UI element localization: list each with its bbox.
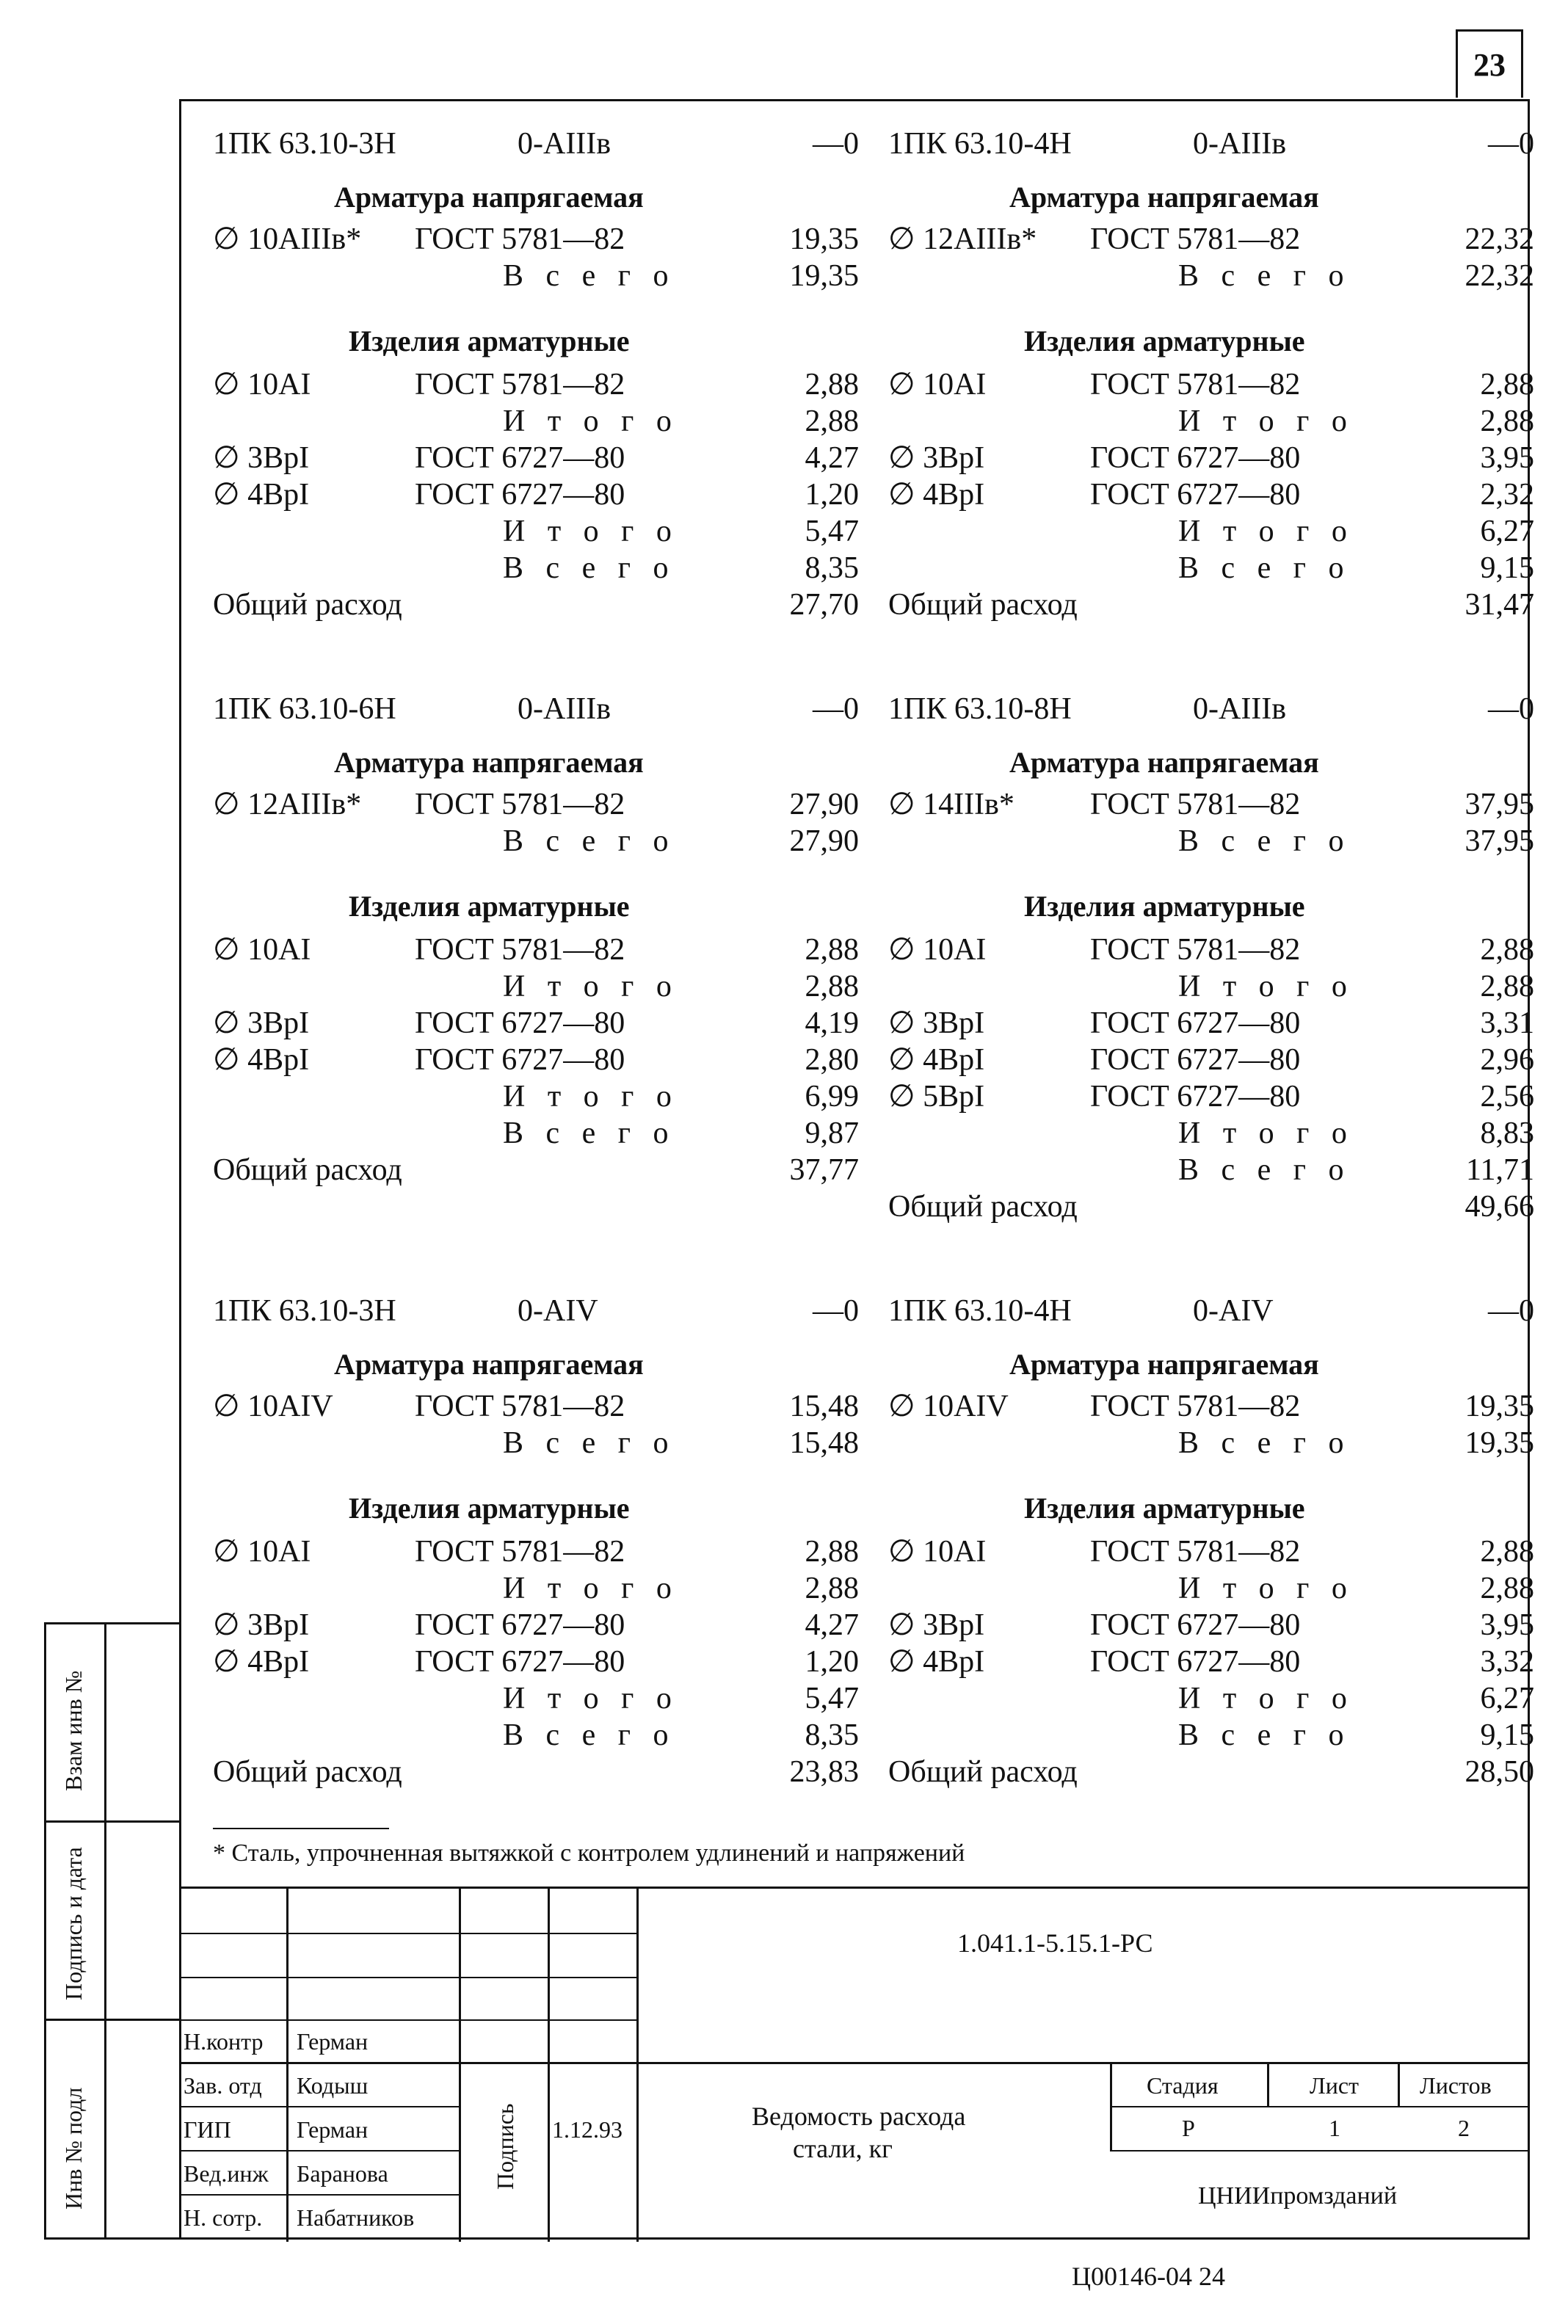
bar-diameter: ∅ 4ВрI	[888, 1043, 985, 1077]
block-dash: —0	[1488, 1294, 1534, 1328]
total-label: Общий расход	[213, 1153, 402, 1187]
subtotal-label: В с е г о	[503, 1426, 676, 1460]
gost-standard: ГОСТ 6727—80	[415, 441, 625, 475]
gost-standard: ГОСТ 5781—82	[415, 788, 625, 821]
sheets-value: 2	[1458, 2115, 1470, 2141]
organization: ЦНИИпромзданий	[1198, 2182, 1398, 2209]
mass-value: 8,35	[805, 1718, 859, 1752]
block-title: 1ПК 63.10-8Н	[888, 692, 1072, 726]
gost-standard: ГОСТ 5781—82	[415, 222, 625, 256]
subtotal-label: И т о г о	[503, 515, 679, 548]
mass-value: 19,35	[789, 259, 859, 293]
gost-standard: ГОСТ 5781—82	[1090, 1535, 1301, 1569]
mass-value: 2,88	[1480, 933, 1534, 967]
mass-value: 6,27	[1480, 1682, 1534, 1715]
subtotal-label: И т о г о	[1178, 1572, 1354, 1605]
gost-standard: ГОСТ 5781—82	[415, 1390, 625, 1423]
mass-value: 19,35	[789, 222, 859, 256]
mass-value: 22,32	[1464, 259, 1534, 293]
gost-standard: ГОСТ 5781—82	[1090, 788, 1301, 821]
mass-value: 37,95	[1464, 824, 1534, 858]
bar-diameter: ∅ 10АI	[213, 368, 311, 402]
bar-diameter: ∅ 3ВрI	[213, 1608, 310, 1642]
mass-value: 3,32	[1480, 1645, 1534, 1679]
subtotal-label: В с е г о	[503, 259, 676, 293]
doc-title-line2: стали, кг	[793, 2134, 893, 2163]
bar-diameter: ∅ 10АIV	[888, 1390, 1009, 1423]
bar-diameter: ∅ 10АI	[213, 1535, 311, 1569]
gost-standard: ГОСТ 6727—80	[1090, 441, 1301, 475]
subtotal-label: И т о г о	[1178, 404, 1354, 438]
doc-title-line1: Ведомость расхода	[752, 2102, 966, 2131]
mass-value: 4,27	[805, 1608, 859, 1642]
mass-value: 2,88	[1480, 970, 1534, 1003]
tension-header: Арматура напрягаемая	[1009, 181, 1319, 214]
bar-diameter: ∅ 4ВрI	[888, 1645, 985, 1679]
tension-header: Арматура напрягаемая	[1009, 1348, 1319, 1381]
mass-value: 2,88	[805, 933, 859, 967]
side-label-replaced-inv: Взам инв №	[60, 1670, 87, 1791]
name-dept-head: Кодыш	[297, 2072, 369, 2099]
block-dash: —0	[813, 1294, 859, 1328]
bottom-code: Ц00146-04 24	[1072, 2262, 1225, 2291]
gost-standard: ГОСТ 6727—80	[1090, 1080, 1301, 1114]
name-staff: Набатников	[297, 2204, 415, 2231]
subtotal-label: В с е г о	[503, 1718, 676, 1752]
mass-value: 27,90	[789, 824, 859, 858]
subtotal-label: В с е г о	[1178, 1426, 1351, 1460]
mass-value: 11,71	[1466, 1153, 1534, 1187]
subtotal-label: В с е г о	[503, 551, 676, 585]
subtotal-label: В с е г о	[1178, 259, 1351, 293]
spec-block	[213, 128, 859, 686]
side-label-sign-date: Подпись и дата	[60, 1847, 87, 2000]
mass-value: 19,35	[1464, 1426, 1534, 1460]
mass-value: 9,87	[805, 1116, 859, 1150]
mass-value: 19,35	[1464, 1390, 1534, 1423]
signature-label: Подпись	[492, 2103, 518, 2190]
gost-standard: ГОСТ 5781—82	[1090, 368, 1301, 402]
steel-class: 0-AIIIв	[1193, 692, 1287, 726]
name-lead-engineer: Баранова	[297, 2160, 388, 2187]
mass-value: 6,27	[1480, 515, 1534, 548]
block-dash: —0	[813, 692, 859, 726]
steel-class: 0-AIIIв	[518, 127, 611, 161]
block-dash: —0	[813, 127, 859, 161]
role-chief-engineer: ГИП	[184, 2116, 231, 2143]
products-header: Изделия арматурные	[349, 324, 630, 357]
mass-value: 1,20	[805, 1645, 859, 1679]
side-strip	[44, 1622, 179, 2240]
bar-diameter: ∅ 3ВрI	[888, 1608, 985, 1642]
stage-value: Р	[1182, 2115, 1195, 2141]
bar-diameter: ∅ 10АI	[888, 368, 987, 402]
mass-value: 2,96	[1480, 1043, 1534, 1077]
subtotal-label: И т о г о	[503, 1682, 679, 1715]
title-block	[179, 1887, 1530, 2240]
total-label: Общий расход	[213, 588, 402, 622]
bar-diameter: ∅ 3ВрI	[213, 1006, 310, 1040]
doc-code: 1.041.1-5.15.1-РС	[957, 1928, 1153, 1958]
mass-value: 8,83	[1480, 1116, 1534, 1150]
subtotal-label: И т о г о	[503, 1572, 679, 1605]
total-label: Общий расход	[213, 1755, 402, 1789]
products-header: Изделия арматурные	[349, 1492, 630, 1525]
steel-class: 0-AIIIв	[1193, 127, 1287, 161]
products-header: Изделия арматурные	[1024, 1492, 1305, 1525]
stage-label: Стадия	[1147, 2072, 1219, 2099]
subtotal-label: И т о г о	[503, 1080, 679, 1114]
mass-value: 5,47	[805, 1682, 859, 1715]
tension-header: Арматура напрягаемая	[334, 181, 644, 214]
gost-standard: ГОСТ 6727—80	[1090, 1645, 1301, 1679]
total-label: Общий расход	[888, 1755, 1078, 1789]
gost-standard: ГОСТ 6727—80	[1090, 1043, 1301, 1077]
block-title: 1ПК 63.10-4Н	[888, 127, 1072, 161]
bar-diameter: ∅ 10АIV	[213, 1390, 333, 1423]
mass-value: 2,88	[1480, 404, 1534, 438]
gost-standard: ГОСТ 6727—80	[1090, 478, 1301, 512]
bar-diameter: ∅ 10АIIIв*	[213, 222, 362, 256]
mass-value: 2,88	[1480, 1572, 1534, 1605]
mass-value: 2,88	[1480, 1535, 1534, 1569]
gost-standard: ГОСТ 6727—80	[1090, 1608, 1301, 1642]
mass-value: 2,88	[805, 368, 859, 402]
total-value: 23,83	[789, 1755, 859, 1789]
mass-value: 2,80	[805, 1043, 859, 1077]
gost-standard: ГОСТ 6727—80	[415, 1608, 625, 1642]
role-norm-control: Н.контр	[184, 2028, 264, 2055]
gost-standard: ГОСТ 5781—82	[415, 368, 625, 402]
spec-block	[888, 694, 1534, 1252]
mass-value: 2,32	[1480, 478, 1534, 512]
page-number: 23	[1456, 29, 1523, 98]
total-value: 27,70	[789, 588, 859, 622]
mass-value: 2,56	[1480, 1080, 1534, 1114]
mass-value: 2,88	[1480, 368, 1534, 402]
total-value: 37,77	[789, 1153, 859, 1187]
block-dash: —0	[1488, 692, 1534, 726]
bar-diameter: ∅ 10АI	[888, 1535, 987, 1569]
name-chief-engineer: Герман	[297, 2116, 369, 2143]
gost-standard: ГОСТ 6727—80	[1090, 1006, 1301, 1040]
bar-diameter: ∅ 3ВрI	[213, 441, 310, 475]
mass-value: 2,88	[805, 1572, 859, 1605]
total-label: Общий расход	[888, 1190, 1078, 1224]
subtotal-label: В с е г о	[1178, 1153, 1351, 1187]
mass-value: 2,88	[805, 970, 859, 1003]
mass-value: 15,48	[789, 1426, 859, 1460]
side-label-inv-original: Инв № подл	[60, 2087, 87, 2209]
tension-header: Арматура напрягаемая	[334, 1348, 644, 1381]
total-label: Общий расход	[888, 588, 1078, 622]
footnote-divider	[213, 1828, 389, 1829]
gost-standard: ГОСТ 5781—82	[1090, 1390, 1301, 1423]
bar-diameter: ∅ 3ВрI	[888, 441, 985, 475]
mass-value: 2,88	[805, 404, 859, 438]
mass-value: 27,90	[789, 788, 859, 821]
subtotal-label: В с е г о	[1178, 824, 1351, 858]
gost-standard: ГОСТ 6727—80	[415, 478, 625, 512]
footnote: * Сталь, упрочненная вытяжкой с контролем удлинений и напряжений	[213, 1840, 965, 1867]
sheets-label: Листов	[1420, 2072, 1492, 2099]
subtotal-label: В с е г о	[1178, 551, 1351, 585]
subtotal-label: В с е г о	[503, 1116, 676, 1150]
role-lead-engineer: Вед.инж	[184, 2160, 269, 2187]
steel-class: 0-AIV	[1193, 1294, 1274, 1328]
bar-diameter: ∅ 4ВрI	[213, 1043, 310, 1077]
sheet-label: Лист	[1310, 2072, 1360, 2099]
mass-value: 37,95	[1464, 788, 1534, 821]
subtotal-label: И т о г о	[1178, 1116, 1354, 1150]
name-norm-control: Герман	[297, 2028, 369, 2055]
block-title: 1ПК 63.10-4Н	[888, 1294, 1072, 1328]
spec-block	[888, 128, 1534, 686]
gost-standard: ГОСТ 5781—82	[1090, 222, 1301, 256]
sheet-value: 1	[1329, 2115, 1340, 2141]
mass-value: 4,27	[805, 441, 859, 475]
bar-diameter: ∅ 5ВрI	[888, 1080, 985, 1114]
subtotal-label: И т о г о	[1178, 515, 1354, 548]
mass-value: 6,99	[805, 1080, 859, 1114]
gost-standard: ГОСТ 5781—82	[1090, 933, 1301, 967]
block-title: 1ПК 63.10-3Н	[213, 127, 396, 161]
subtotal-label: И т о г о	[1178, 1682, 1354, 1715]
mass-value: 22,32	[1464, 222, 1534, 256]
role-staff: Н. сотр.	[184, 2204, 263, 2231]
gost-standard: ГОСТ 6727—80	[415, 1645, 625, 1679]
products-header: Изделия арматурные	[1024, 890, 1305, 923]
spec-block	[213, 694, 859, 1252]
tension-header: Арматура напрягаемая	[1009, 746, 1319, 779]
bar-diameter: ∅ 10АI	[213, 933, 311, 967]
mass-value: 3,95	[1480, 441, 1534, 475]
spec-block	[888, 1296, 1534, 1853]
subtotal-label: В с е г о	[1178, 1718, 1351, 1752]
bar-diameter: ∅ 14IIIв*	[888, 788, 1015, 821]
bar-diameter: ∅ 3ВрI	[888, 1006, 985, 1040]
subtotal-label: В с е г о	[503, 824, 676, 858]
total-value: 31,47	[1464, 588, 1534, 622]
products-header: Изделия арматурные	[1024, 324, 1305, 357]
mass-value: 3,95	[1480, 1608, 1534, 1642]
gost-standard: ГОСТ 5781—82	[415, 933, 625, 967]
products-header: Изделия арматурные	[349, 890, 630, 923]
mass-value: 5,47	[805, 515, 859, 548]
spec-block	[213, 1296, 859, 1853]
mass-value: 9,15	[1480, 551, 1534, 585]
mass-value: 3,31	[1480, 1006, 1534, 1040]
mass-value: 1,20	[805, 478, 859, 512]
gost-standard: ГОСТ 6727—80	[415, 1043, 625, 1077]
bar-diameter: ∅ 10АI	[888, 933, 987, 967]
block-title: 1ПК 63.10-6Н	[213, 692, 396, 726]
mass-value: 8,35	[805, 551, 859, 585]
total-value: 49,66	[1464, 1190, 1534, 1224]
gost-standard: ГОСТ 6727—80	[415, 1006, 625, 1040]
bar-diameter: ∅ 12АIIIв*	[213, 788, 362, 821]
bar-diameter: ∅ 4ВрI	[213, 1645, 310, 1679]
subtotal-label: И т о г о	[503, 970, 679, 1003]
bar-diameter: ∅ 4ВрI	[213, 478, 310, 512]
tension-header: Арматура напрягаемая	[334, 746, 644, 779]
subtotal-label: И т о г о	[1178, 970, 1354, 1003]
gost-standard: ГОСТ 5781—82	[415, 1535, 625, 1569]
total-value: 28,50	[1464, 1755, 1534, 1789]
steel-class: 0-AIV	[518, 1294, 598, 1328]
bar-diameter: ∅ 4ВрI	[888, 478, 985, 512]
sign-date: 1.12.93	[552, 2116, 623, 2143]
block-dash: —0	[1488, 127, 1534, 161]
mass-value: 2,88	[805, 1535, 859, 1569]
block-title: 1ПК 63.10-3Н	[213, 1294, 396, 1328]
role-dept-head: Зав. отд	[184, 2072, 262, 2099]
mass-value: 4,19	[805, 1006, 859, 1040]
subtotal-label: И т о г о	[503, 404, 679, 438]
bar-diameter: ∅ 12АIIIв*	[888, 222, 1037, 256]
mass-value: 15,48	[789, 1390, 859, 1423]
steel-class: 0-AIIIв	[518, 692, 611, 726]
mass-value: 9,15	[1480, 1718, 1534, 1752]
